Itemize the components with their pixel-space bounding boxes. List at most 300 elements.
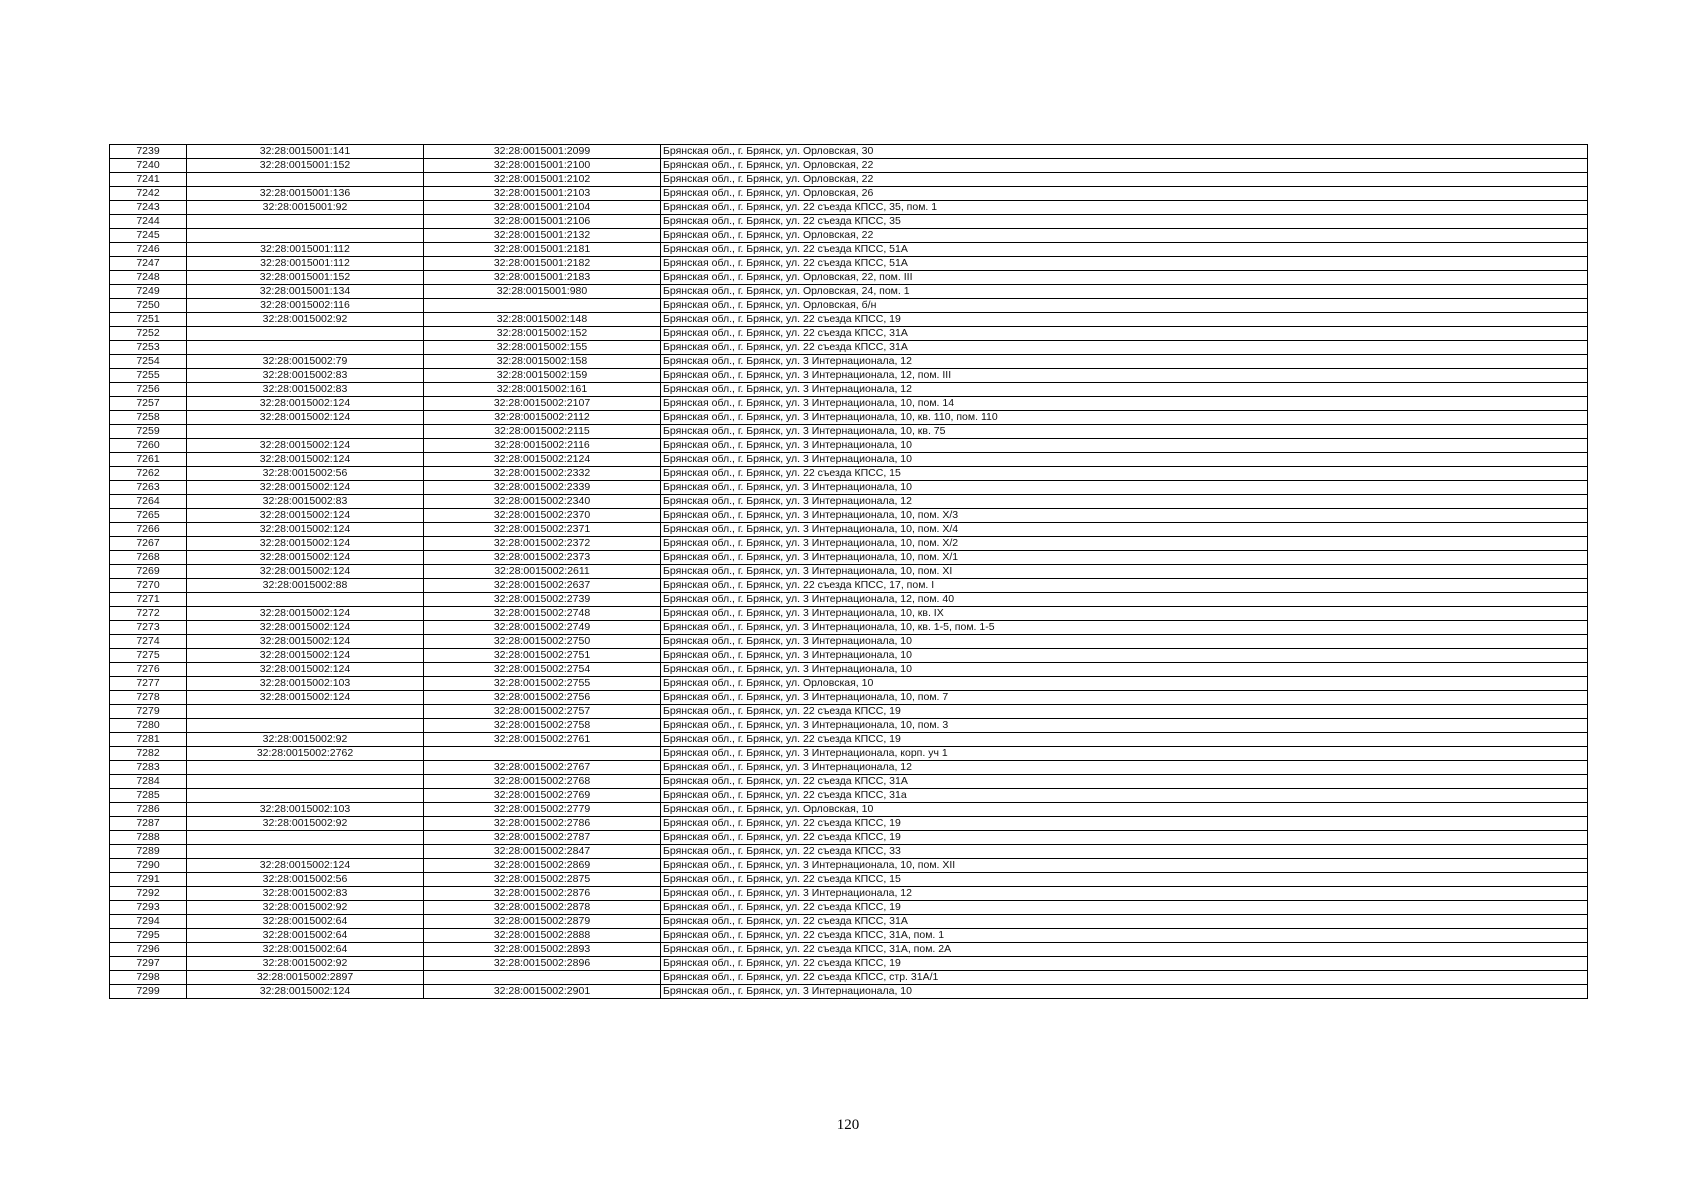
land-cadastral-number-cell: 32:28:0015002:103	[187, 677, 424, 691]
object-cadastral-number-cell: 32:28:0015002:2112	[424, 411, 661, 425]
address-cell: Брянская обл., г. Брянск, ул. 22 съезда КПСС, 19	[661, 957, 1588, 971]
row-number-cell: 7289	[110, 845, 187, 859]
row-number-cell: 7253	[110, 341, 187, 355]
land-cadastral-number-cell: 32:28:0015002:64	[187, 929, 424, 943]
object-cadastral-number-cell: 32:28:0015002:2787	[424, 831, 661, 845]
address-cell: Брянская обл., г. Брянск, ул. 22 съезда КПСС, 19	[661, 831, 1588, 845]
object-cadastral-number-cell: 32:28:0015002:2893	[424, 943, 661, 957]
table-row	[110, 299, 1588, 313]
object-cadastral-number-cell: 32:28:0015002:2340	[424, 495, 661, 509]
row-number-cell: 7246	[110, 243, 187, 257]
address-cell: Брянская обл., г. Брянск, ул. 3 Интернационала, 10, пом. Х/1	[661, 551, 1588, 565]
table-row	[110, 369, 1588, 383]
row-number-cell: 7296	[110, 943, 187, 957]
address-cell: Брянская обл., г. Брянск, ул. 3 Интернационала, 10	[661, 635, 1588, 649]
land-cadastral-number-cell: 32:28:0015002:83	[187, 495, 424, 509]
land-cadastral-number-cell: 32:28:0015002:124	[187, 607, 424, 621]
row-number-cell: 7279	[110, 705, 187, 719]
land-cadastral-number-cell: 32:28:0015002:92	[187, 313, 424, 327]
row-number-cell: 7244	[110, 215, 187, 229]
land-cadastral-number-cell: 32:28:0015002:83	[187, 369, 424, 383]
table-row	[110, 985, 1588, 999]
object-cadastral-number-cell: 32:28:0015002:2761	[424, 733, 661, 747]
row-number-cell: 7275	[110, 649, 187, 663]
address-cell: Брянская обл., г. Брянск, ул. Орловская, 22, пом. III	[661, 271, 1588, 285]
table-row	[110, 467, 1588, 481]
address-cell: Брянская обл., г. Брянск, ул. 3 Интернационала, 10, пом. 3	[661, 719, 1588, 733]
table-row	[110, 341, 1588, 355]
row-number-cell: 7290	[110, 859, 187, 873]
land-cadastral-number-cell: 32:28:0015002:2897	[187, 971, 424, 985]
table-row	[110, 887, 1588, 901]
address-cell: Брянская обл., г. Брянск, ул. 22 съезда КПСС, 35, пом. 1	[661, 201, 1588, 215]
address-cell: Брянская обл., г. Брянск, ул. Орловская, 30	[661, 145, 1588, 159]
row-number-cell: 7273	[110, 621, 187, 635]
row-number-cell: 7288	[110, 831, 187, 845]
table-row	[110, 495, 1588, 509]
object-cadastral-number-cell: 32:28:0015002:2332	[424, 467, 661, 481]
row-number-cell: 7243	[110, 201, 187, 215]
object-cadastral-number-cell: 32:28:0015002:152	[424, 327, 661, 341]
land-cadastral-number-cell: 32:28:0015002:2762	[187, 747, 424, 761]
table-row	[110, 775, 1588, 789]
row-number-cell: 7269	[110, 565, 187, 579]
row-number-cell: 7259	[110, 425, 187, 439]
table-row	[110, 705, 1588, 719]
table-row	[110, 649, 1588, 663]
table-row	[110, 159, 1588, 173]
address-cell: Брянская обл., г. Брянск, ул. 22 съезда КПСС, 31А	[661, 341, 1588, 355]
table-row	[110, 271, 1588, 285]
table-row	[110, 187, 1588, 201]
row-number-cell: 7278	[110, 691, 187, 705]
object-cadastral-number-cell: 32:28:0015002:2879	[424, 915, 661, 929]
land-cadastral-number-cell: 32:28:0015001:141	[187, 145, 424, 159]
table-row	[110, 257, 1588, 271]
table-row	[110, 635, 1588, 649]
row-number-cell: 7251	[110, 313, 187, 327]
object-cadastral-number-cell: 32:28:0015002:2107	[424, 397, 661, 411]
table-row	[110, 607, 1588, 621]
row-number-cell: 7274	[110, 635, 187, 649]
land-cadastral-number-cell: 32:28:0015002:64	[187, 943, 424, 957]
table-row	[110, 677, 1588, 691]
object-cadastral-number-cell: 32:28:0015002:2739	[424, 593, 661, 607]
row-number-cell: 7291	[110, 873, 187, 887]
table-row	[110, 579, 1588, 593]
object-cadastral-number-cell: 32:28:0015002:2749	[424, 621, 661, 635]
object-cadastral-number-cell: 32:28:0015002:2888	[424, 929, 661, 943]
row-number-cell: 7265	[110, 509, 187, 523]
table-row	[110, 929, 1588, 943]
land-cadastral-number-cell: 32:28:0015002:64	[187, 915, 424, 929]
address-cell: Брянская обл., г. Брянск, ул. 3 Интернационала, 10, пом. Х/3	[661, 509, 1588, 523]
address-cell: Брянская обл., г. Брянск, ул. 22 съезда КПСС, стр. 31А/1	[661, 971, 1588, 985]
table-row	[110, 831, 1588, 845]
address-cell: Брянская обл., г. Брянск, ул. 22 съезда КПСС, 31А, пом. 2А	[661, 943, 1588, 957]
object-cadastral-number-cell: 32:28:0015001:2106	[424, 215, 661, 229]
table-row	[110, 593, 1588, 607]
row-number-cell: 7241	[110, 173, 187, 187]
row-number-cell: 7245	[110, 229, 187, 243]
table-row	[110, 551, 1588, 565]
address-cell: Брянская обл., г. Брянск, ул. 3 Интернационала, 10, пом. XII	[661, 859, 1588, 873]
table-row	[110, 691, 1588, 705]
object-cadastral-number-cell: 32:28:0015001:2132	[424, 229, 661, 243]
object-cadastral-number-cell: 32:28:0015002:2754	[424, 663, 661, 677]
land-cadastral-number-cell: 32:28:0015002:124	[187, 439, 424, 453]
land-cadastral-number-cell: 32:28:0015002:92	[187, 817, 424, 831]
row-number-cell: 7263	[110, 481, 187, 495]
row-number-cell: 7262	[110, 467, 187, 481]
land-cadastral-number-cell: 32:28:0015002:124	[187, 859, 424, 873]
land-cadastral-number-cell: 32:28:0015001:136	[187, 187, 424, 201]
object-cadastral-number-cell: 32:28:0015001:2104	[424, 201, 661, 215]
land-cadastral-number-cell: 32:28:0015002:92	[187, 733, 424, 747]
address-cell: Брянская обл., г. Брянск, ул. 22 съезда КПСС, 31А	[661, 327, 1588, 341]
address-cell: Брянская обл., г. Брянск, ул. 3 Интернационала, 10	[661, 985, 1588, 999]
address-cell: Брянская обл., г. Брянск, ул. 3 Интернационала, 10, пом. 7	[661, 691, 1588, 705]
table-row	[110, 285, 1588, 299]
object-cadastral-number-cell: 32:28:0015001:2102	[424, 173, 661, 187]
object-cadastral-number-cell	[424, 747, 661, 761]
address-cell: Брянская обл., г. Брянск, ул. 22 съезда КПСС, 31а	[661, 789, 1588, 803]
object-cadastral-number-cell: 32:28:0015002:2115	[424, 425, 661, 439]
row-number-cell: 7277	[110, 677, 187, 691]
registry-table-body	[110, 145, 1588, 999]
object-cadastral-number-cell	[424, 971, 661, 985]
row-number-cell: 7272	[110, 607, 187, 621]
row-number-cell: 7292	[110, 887, 187, 901]
land-cadastral-number-cell	[187, 761, 424, 775]
object-cadastral-number-cell: 32:28:0015002:2611	[424, 565, 661, 579]
object-cadastral-number-cell: 32:28:0015002:2896	[424, 957, 661, 971]
table-row	[110, 859, 1588, 873]
land-cadastral-number-cell: 32:28:0015001:112	[187, 243, 424, 257]
land-cadastral-number-cell: 32:28:0015001:112	[187, 257, 424, 271]
land-cadastral-number-cell: 32:28:0015002:83	[187, 383, 424, 397]
land-cadastral-number-cell: 32:28:0015002:124	[187, 537, 424, 551]
address-cell: Брянская обл., г. Брянск, ул. 22 съезда КПСС, 31А	[661, 775, 1588, 789]
table-row	[110, 915, 1588, 929]
table-row	[110, 201, 1588, 215]
land-cadastral-number-cell	[187, 229, 424, 243]
object-cadastral-number-cell: 32:28:0015002:2370	[424, 509, 661, 523]
row-number-cell: 7284	[110, 775, 187, 789]
address-cell: Брянская обл., г. Брянск, ул. 3 Интернационала, 10, пом. Х/4	[661, 523, 1588, 537]
row-number-cell: 7261	[110, 453, 187, 467]
table-row	[110, 957, 1588, 971]
object-cadastral-number-cell: 32:28:0015002:2758	[424, 719, 661, 733]
row-number-cell: 7297	[110, 957, 187, 971]
row-number-cell: 7255	[110, 369, 187, 383]
row-number-cell: 7286	[110, 803, 187, 817]
table-row	[110, 313, 1588, 327]
row-number-cell: 7254	[110, 355, 187, 369]
object-cadastral-number-cell: 32:28:0015002:2750	[424, 635, 661, 649]
object-cadastral-number-cell: 32:28:0015002:148	[424, 313, 661, 327]
object-cadastral-number-cell: 32:28:0015002:2779	[424, 803, 661, 817]
row-number-cell: 7260	[110, 439, 187, 453]
land-cadastral-number-cell: 32:28:0015002:124	[187, 397, 424, 411]
address-cell: Брянская обл., г. Брянск, ул. Орловская, 10	[661, 677, 1588, 691]
land-cadastral-number-cell	[187, 845, 424, 859]
land-cadastral-number-cell: 32:28:0015001:152	[187, 159, 424, 173]
table-row	[110, 411, 1588, 425]
table-row	[110, 971, 1588, 985]
address-cell: Брянская обл., г. Брянск, ул. Орловская, 26	[661, 187, 1588, 201]
address-cell: Брянская обл., г. Брянск, ул. Орловская, 24, пом. 1	[661, 285, 1588, 299]
land-cadastral-number-cell	[187, 775, 424, 789]
table-row	[110, 383, 1588, 397]
land-cadastral-number-cell: 32:28:0015001:134	[187, 285, 424, 299]
land-cadastral-number-cell: 32:28:0015002:124	[187, 523, 424, 537]
address-cell: Брянская обл., г. Брянск, ул. 3 Интернационала, 10	[661, 453, 1588, 467]
object-cadastral-number-cell: 32:28:0015002:2124	[424, 453, 661, 467]
table-row	[110, 439, 1588, 453]
row-number-cell: 7281	[110, 733, 187, 747]
table-row	[110, 565, 1588, 579]
row-number-cell: 7267	[110, 537, 187, 551]
row-number-cell: 7247	[110, 257, 187, 271]
object-cadastral-number-cell: 32:28:0015002:2769	[424, 789, 661, 803]
address-cell: Брянская обл., г. Брянск, ул. Орловская, 22	[661, 229, 1588, 243]
address-cell: Брянская обл., г. Брянск, ул. 3 Интернационала, 10	[661, 649, 1588, 663]
row-number-cell: 7266	[110, 523, 187, 537]
table-row	[110, 509, 1588, 523]
object-cadastral-number-cell: 32:28:0015002:159	[424, 369, 661, 383]
table-row	[110, 243, 1588, 257]
object-cadastral-number-cell: 32:28:0015002:2876	[424, 887, 661, 901]
address-cell: Брянская обл., г. Брянск, ул. 22 съезда КПСС, 19	[661, 817, 1588, 831]
table-row	[110, 817, 1588, 831]
address-cell: Брянская обл., г. Брянск, ул. 22 съезда КПСС, 19	[661, 313, 1588, 327]
address-cell: Брянская обл., г. Брянск, ул. 22 съезда КПСС, 19	[661, 901, 1588, 915]
address-cell: Брянская обл., г. Брянск, ул. 3 Интернационала, 12, пом. 40	[661, 593, 1588, 607]
object-cadastral-number-cell: 32:28:0015001:980	[424, 285, 661, 299]
row-number-cell: 7283	[110, 761, 187, 775]
table-row	[110, 229, 1588, 243]
address-cell: Брянская обл., г. Брянск, ул. 22 съезда КПСС, 31А	[661, 915, 1588, 929]
address-cell: Брянская обл., г. Брянск, ул. 3 Интернационала, корп. уч 1	[661, 747, 1588, 761]
land-cadastral-number-cell: 32:28:0015002:124	[187, 509, 424, 523]
row-number-cell: 7242	[110, 187, 187, 201]
object-cadastral-number-cell: 32:28:0015002:2748	[424, 607, 661, 621]
object-cadastral-number-cell: 32:28:0015002:2869	[424, 859, 661, 873]
address-cell: Брянская обл., г. Брянск, ул. 22 съезда КПСС, 51А	[661, 243, 1588, 257]
address-cell: Брянская обл., г. Брянск, ул. 22 съезда КПСС, 51А	[661, 257, 1588, 271]
row-number-cell: 7293	[110, 901, 187, 915]
object-cadastral-number-cell: 32:28:0015002:2878	[424, 901, 661, 915]
object-cadastral-number-cell: 32:28:0015002:158	[424, 355, 661, 369]
table-row	[110, 873, 1588, 887]
row-number-cell: 7252	[110, 327, 187, 341]
land-cadastral-number-cell: 32:28:0015002:83	[187, 887, 424, 901]
object-cadastral-number-cell: 32:28:0015002:2371	[424, 523, 661, 537]
row-number-cell: 7280	[110, 719, 187, 733]
object-cadastral-number-cell: 32:28:0015002:2757	[424, 705, 661, 719]
object-cadastral-number-cell: 32:28:0015001:2183	[424, 271, 661, 285]
object-cadastral-number-cell: 32:28:0015002:2751	[424, 649, 661, 663]
address-cell: Брянская обл., г. Брянск, ул. 3 Интернационала, 12	[661, 355, 1588, 369]
object-cadastral-number-cell: 32:28:0015001:2099	[424, 145, 661, 159]
row-number-cell: 7287	[110, 817, 187, 831]
address-cell: Брянская обл., г. Брянск, ул. 22 съезда КПСС, 15	[661, 467, 1588, 481]
row-number-cell: 7258	[110, 411, 187, 425]
row-number-cell: 7295	[110, 929, 187, 943]
address-cell: Брянская обл., г. Брянск, ул. 3 Интернационала, 12	[661, 383, 1588, 397]
row-number-cell: 7282	[110, 747, 187, 761]
table-row	[110, 901, 1588, 915]
address-cell: Брянская обл., г. Брянск, ул. 3 Интернационала, 10, кв. 110, пом. 110	[661, 411, 1588, 425]
address-cell: Брянская обл., г. Брянск, ул. 3 Интернационала, 12, пом. III	[661, 369, 1588, 383]
land-cadastral-number-cell	[187, 831, 424, 845]
row-number-cell: 7270	[110, 579, 187, 593]
object-cadastral-number-cell: 32:28:0015002:2786	[424, 817, 661, 831]
table-row	[110, 327, 1588, 341]
object-cadastral-number-cell: 32:28:0015002:2373	[424, 551, 661, 565]
address-cell: Брянская обл., г. Брянск, ул. 3 Интернационала, 10, кв. IX	[661, 607, 1588, 621]
land-cadastral-number-cell: 32:28:0015002:124	[187, 985, 424, 999]
table-row	[110, 761, 1588, 775]
object-cadastral-number-cell: 32:28:0015001:2182	[424, 257, 661, 271]
row-number-cell: 7271	[110, 593, 187, 607]
table-row	[110, 803, 1588, 817]
address-cell: Брянская обл., г. Брянск, ул. 3 Интернационала, 12	[661, 887, 1588, 901]
land-cadastral-number-cell	[187, 789, 424, 803]
land-cadastral-number-cell: 32:28:0015002:103	[187, 803, 424, 817]
row-number-cell: 7298	[110, 971, 187, 985]
object-cadastral-number-cell: 32:28:0015002:2901	[424, 985, 661, 999]
land-cadastral-number-cell: 32:28:0015002:92	[187, 901, 424, 915]
table-row	[110, 173, 1588, 187]
address-cell: Брянская обл., г. Брянск, ул. 22 съезда КПСС, 17, пом. I	[661, 579, 1588, 593]
address-cell: Брянская обл., г. Брянск, ул. 22 съезда КПСС, 33	[661, 845, 1588, 859]
registry-table	[109, 144, 1588, 999]
land-cadastral-number-cell	[187, 327, 424, 341]
land-cadastral-number-cell	[187, 341, 424, 355]
address-cell: Брянская обл., г. Брянск, ул. 22 съезда КПСС, 35	[661, 215, 1588, 229]
row-number-cell: 7264	[110, 495, 187, 509]
row-number-cell: 7256	[110, 383, 187, 397]
table-row	[110, 523, 1588, 537]
table-row	[110, 425, 1588, 439]
object-cadastral-number-cell: 32:28:0015002:2339	[424, 481, 661, 495]
land-cadastral-number-cell: 32:28:0015002:124	[187, 621, 424, 635]
land-cadastral-number-cell: 32:28:0015002:88	[187, 579, 424, 593]
land-cadastral-number-cell: 32:28:0015002:124	[187, 649, 424, 663]
land-cadastral-number-cell: 32:28:0015002:124	[187, 481, 424, 495]
address-cell: Брянская обл., г. Брянск, ул. 3 Интернационала, 10, пом. Х/2	[661, 537, 1588, 551]
table-row	[110, 719, 1588, 733]
address-cell: Брянская обл., г. Брянск, ул. 3 Интернационала, 10, пом. 14	[661, 397, 1588, 411]
land-cadastral-number-cell: 32:28:0015002:124	[187, 551, 424, 565]
address-cell: Брянская обл., г. Брянск, ул. 3 Интернационала, 12	[661, 495, 1588, 509]
land-cadastral-number-cell: 32:28:0015002:124	[187, 565, 424, 579]
row-number-cell: 7240	[110, 159, 187, 173]
address-cell: Брянская обл., г. Брянск, ул. 22 съезда КПСС, 31А, пом. 1	[661, 929, 1588, 943]
object-cadastral-number-cell: 32:28:0015002:2755	[424, 677, 661, 691]
land-cadastral-number-cell: 32:28:0015002:79	[187, 355, 424, 369]
address-cell: Брянская обл., г. Брянск, ул. 3 Интернационала, 12	[661, 761, 1588, 775]
row-number-cell: 7285	[110, 789, 187, 803]
table-row	[110, 621, 1588, 635]
table-row	[110, 663, 1588, 677]
address-cell: Брянская обл., г. Брянск, ул. Орловская, 22	[661, 159, 1588, 173]
object-cadastral-number-cell: 32:28:0015002:155	[424, 341, 661, 355]
row-number-cell: 7257	[110, 397, 187, 411]
address-cell: Брянская обл., г. Брянск, ул. Орловская, б/н	[661, 299, 1588, 313]
address-cell: Брянская обл., г. Брянск, ул. 22 съезда КПСС, 15	[661, 873, 1588, 887]
land-cadastral-number-cell: 32:28:0015002:124	[187, 635, 424, 649]
address-cell: Брянская обл., г. Брянск, ул. 3 Интернационала, 10	[661, 439, 1588, 453]
land-cadastral-number-cell: 32:28:0015002:124	[187, 663, 424, 677]
land-cadastral-number-cell: 32:28:0015001:92	[187, 201, 424, 215]
table-row	[110, 845, 1588, 859]
row-number-cell: 7248	[110, 271, 187, 285]
object-cadastral-number-cell: 32:28:0015002:2637	[424, 579, 661, 593]
object-cadastral-number-cell: 32:28:0015002:161	[424, 383, 661, 397]
object-cadastral-number-cell: 32:28:0015002:2756	[424, 691, 661, 705]
object-cadastral-number-cell: 32:28:0015001:2103	[424, 187, 661, 201]
land-cadastral-number-cell: 32:28:0015001:152	[187, 271, 424, 285]
land-cadastral-number-cell: 32:28:0015002:116	[187, 299, 424, 313]
object-cadastral-number-cell: 32:28:0015002:2116	[424, 439, 661, 453]
table-row	[110, 215, 1588, 229]
object-cadastral-number-cell: 32:28:0015002:2875	[424, 873, 661, 887]
table-row	[110, 453, 1588, 467]
address-cell: Брянская обл., г. Брянск, ул. 3 Интернационала, 10, кв. 1-5, пом. 1-5	[661, 621, 1588, 635]
land-cadastral-number-cell	[187, 719, 424, 733]
object-cadastral-number-cell: 32:28:0015001:2100	[424, 159, 661, 173]
row-number-cell: 7276	[110, 663, 187, 677]
object-cadastral-number-cell: 32:28:0015002:2372	[424, 537, 661, 551]
land-cadastral-number-cell: 32:28:0015002:56	[187, 873, 424, 887]
table-row	[110, 943, 1588, 957]
land-cadastral-number-cell	[187, 425, 424, 439]
table-row	[110, 145, 1588, 159]
land-cadastral-number-cell: 32:28:0015002:124	[187, 691, 424, 705]
row-number-cell: 7250	[110, 299, 187, 313]
page-number: 120	[836, 1117, 860, 1133]
address-cell: Брянская обл., г. Брянск, ул. 3 Интернационала, 10	[661, 481, 1588, 495]
address-cell: Брянская обл., г. Брянск, ул. 22 съезда КПСС, 19	[661, 733, 1588, 747]
table-row	[110, 537, 1588, 551]
land-cadastral-number-cell: 32:28:0015002:56	[187, 467, 424, 481]
table-row	[110, 355, 1588, 369]
land-cadastral-number-cell	[187, 593, 424, 607]
row-number-cell: 7249	[110, 285, 187, 299]
table-row	[110, 789, 1588, 803]
table-row	[110, 481, 1588, 495]
address-cell: Брянская обл., г. Брянск, ул. 3 Интернационала, 10, кв. 75	[661, 425, 1588, 439]
address-cell: Брянская обл., г. Брянск, ул. Орловская, 10	[661, 803, 1588, 817]
table-row	[110, 733, 1588, 747]
land-cadastral-number-cell: 32:28:0015002:124	[187, 411, 424, 425]
address-cell: Брянская обл., г. Брянск, ул. Орловская, 22	[661, 173, 1588, 187]
object-cadastral-number-cell: 32:28:0015002:2767	[424, 761, 661, 775]
table-row	[110, 747, 1588, 761]
row-number-cell: 7239	[110, 145, 187, 159]
land-cadastral-number-cell	[187, 215, 424, 229]
address-cell: Брянская обл., г. Брянск, ул. 3 Интернационала, 10	[661, 663, 1588, 677]
land-cadastral-number-cell	[187, 705, 424, 719]
land-cadastral-number-cell: 32:28:0015002:124	[187, 453, 424, 467]
object-cadastral-number-cell	[424, 299, 661, 313]
row-number-cell: 7299	[110, 985, 187, 999]
land-cadastral-number-cell	[187, 173, 424, 187]
object-cadastral-number-cell: 32:28:0015002:2847	[424, 845, 661, 859]
